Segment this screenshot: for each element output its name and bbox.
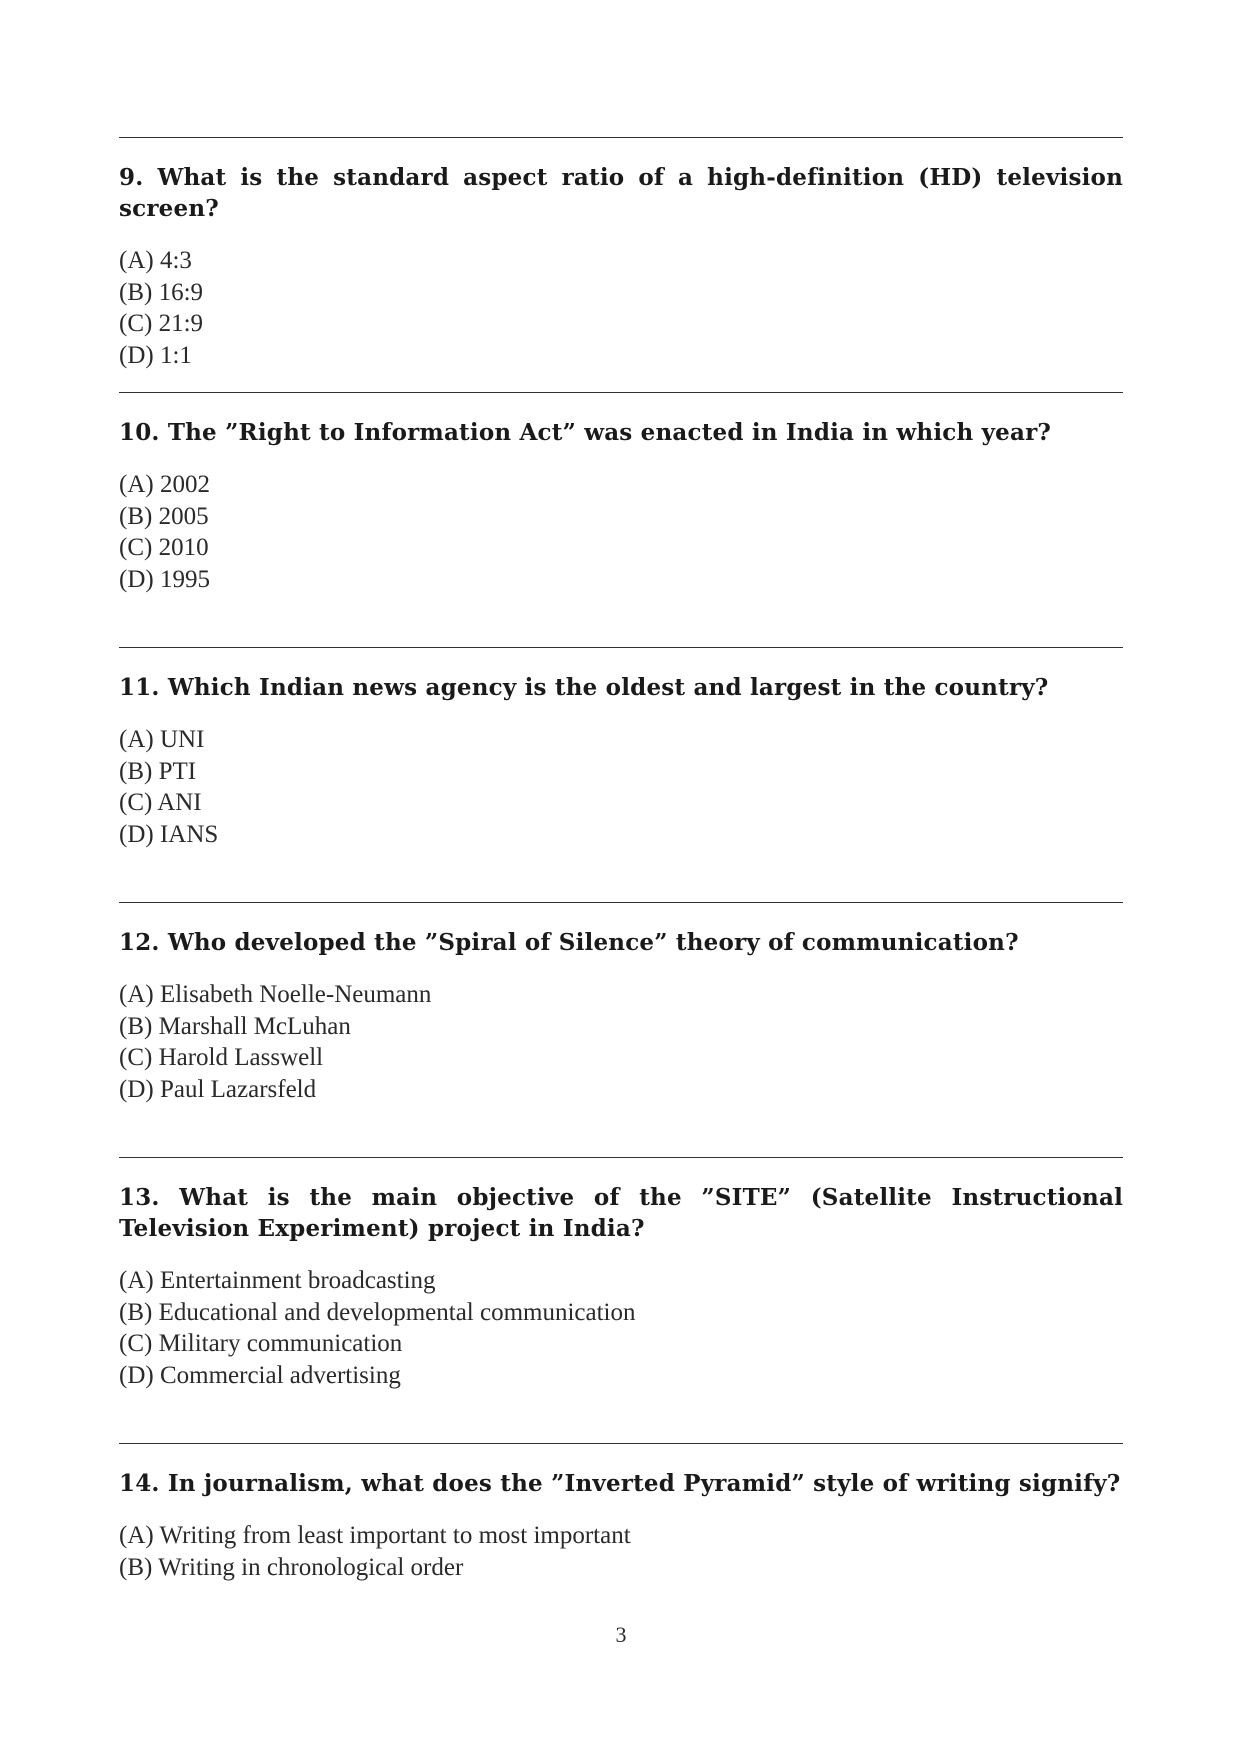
option-c: (C) Military communication <box>119 1330 403 1357</box>
option-b: (B) 2005 <box>119 502 209 530</box>
option-list <box>119 245 1123 371</box>
option-c: (C) 2010 <box>119 534 209 561</box>
question-text: 11. Which Indian news agency is the oldest and largest in the country? <box>119 674 1049 701</box>
option-c: (C) ANI <box>119 789 202 816</box>
question-block <box>119 902 1123 1105</box>
page-number: 3 <box>615 1622 627 1647</box>
question-block <box>119 137 1123 371</box>
exam-page <box>119 0 1123 1754</box>
question-text: 10. The ”Right to Information Act” was enacted in India in which year? <box>119 419 1052 446</box>
question-text: 12. Who developed the ”Spiral of Silence” theory of communication? <box>119 929 1019 956</box>
option-a: (A) UNI <box>119 726 205 753</box>
question-block <box>119 1157 1123 1391</box>
option-d: (D) Paul Lazarsfeld <box>119 1075 317 1103</box>
option-d: (D) IANS <box>119 820 219 848</box>
option-d: (D) Commercial advertising <box>119 1361 401 1389</box>
option-c: (C) 21:9 <box>119 310 204 337</box>
option-c: (C) Harold Lasswell <box>119 1044 324 1071</box>
option-a: (A) 2002 <box>119 471 210 498</box>
option-d: (D) 1995 <box>119 565 210 593</box>
divider-rule <box>119 1157 1123 1158</box>
question-text: 14. In journalism, what does the ”Inverted Pyramid” style of writing signify? <box>119 1470 1121 1497</box>
option-list <box>119 979 1123 1105</box>
option-b: (B) Educational and developmental communication <box>119 1298 636 1326</box>
option-list <box>119 724 1123 850</box>
option-a: (A) Elisabeth Noelle-Neumann <box>119 981 432 1008</box>
option-b: (B) Writing in chronological order <box>119 1553 464 1581</box>
option-list <box>119 1265 1123 1391</box>
question-block <box>119 392 1123 595</box>
divider-rule <box>119 137 1123 138</box>
divider-rule <box>119 902 1123 903</box>
divider-rule <box>119 647 1123 648</box>
question-text: 9. What is the standard aspect ratio of a high-definition (HD) television screen? <box>119 164 1123 222</box>
divider-rule <box>119 1443 1123 1444</box>
option-b: (B) Marshall McLuhan <box>119 1012 351 1040</box>
question-text: 13. What is the main objective of the ”SITE” (Satellite Instructional Television Experiment) project in India? <box>119 1184 1123 1242</box>
question-block <box>119 647 1123 850</box>
option-b: (B) 16:9 <box>119 278 204 306</box>
divider-rule <box>119 392 1123 393</box>
option-b: (B) PTI <box>119 757 197 785</box>
option-a: (A) 4:3 <box>119 247 192 274</box>
option-a: (A) Writing from least important to most important <box>119 1522 631 1549</box>
option-a: (A) Entertainment broadcasting <box>119 1267 436 1294</box>
question-block <box>119 1443 1123 1583</box>
option-list <box>119 469 1123 595</box>
option-list <box>119 1520 1123 1583</box>
option-d: (D) 1:1 <box>119 341 192 369</box>
